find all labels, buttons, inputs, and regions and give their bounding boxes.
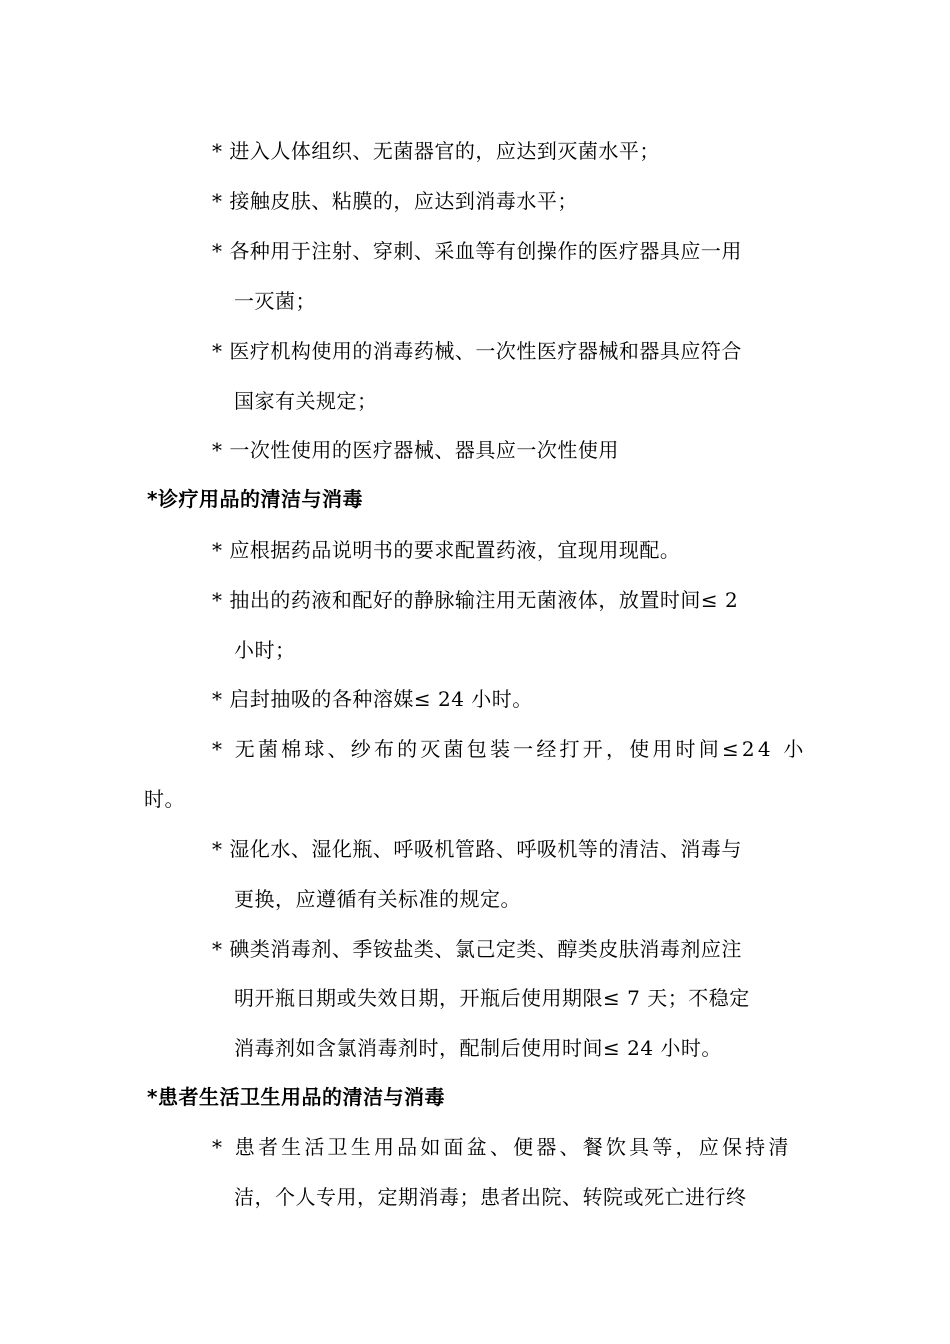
list-item-continuation: 明开瓶日期或失效日期，开瓶后使用期限≤ 7 天；不稳定 [234, 986, 750, 1010]
section-heading: *患者生活卫生用品的清洁与消毒 [147, 1085, 445, 1109]
list-item: * 进入人体组织、无菌器官的，应达到灭菌水平； [212, 139, 660, 163]
list-item-continuation: 消毒剂如含氯消毒剂时，配制后使用时间≤ 24 小时。 [234, 1036, 722, 1060]
list-item: * 启封抽吸的各种溶媒≤ 24 小时。 [212, 687, 533, 711]
list-item-continuation: 小时； [234, 638, 296, 662]
list-item: * 接触皮肤、粘膜的，应达到消毒水平； [212, 189, 578, 213]
section-heading: *诊疗用品的清洁与消毒 [147, 487, 363, 511]
list-item-continuation: 国家有关规定； [234, 389, 378, 413]
list-item: * 各种用于注射、穿刺、采血等有创操作的医疗器具应一用 [212, 239, 742, 263]
list-item: * 医疗机构使用的消毒药械、一次性医疗器械和器具应符合 [212, 339, 742, 363]
list-item-continuation: 洁，个人专用，定期消毒；患者出院、转院或死亡进行终 [234, 1185, 747, 1209]
list-item-continuation: 一灭菌； [234, 289, 316, 313]
list-item-continuation: 时。 [144, 787, 185, 811]
list-item: * 患者生活卫生用品如面盆、便器、餐饮具等，应保持清 [212, 1135, 792, 1159]
list-item-continuation: 更换，应遵循有关标准的规定。 [234, 887, 521, 911]
list-item: * 无菌棉球、纱布的灭菌包装一经打开，使用时间≤24 小 [212, 737, 807, 761]
list-item: * 湿化水、湿化瓶、呼吸机管路、呼吸机等的清洁、消毒与 [212, 837, 742, 861]
list-item: * 应根据药品说明书的要求配置药液，宜现用现配。 [212, 538, 681, 562]
list-item: * 一次性使用的医疗器械、器具应一次性使用 [212, 438, 619, 462]
list-item: * 碘类消毒剂、季铵盐类、氯己定类、醇类皮肤消毒剂应注 [212, 937, 742, 961]
list-item: * 抽出的药液和配好的静脉输注用无菌液体，放置时间≤ 2 [212, 588, 739, 612]
